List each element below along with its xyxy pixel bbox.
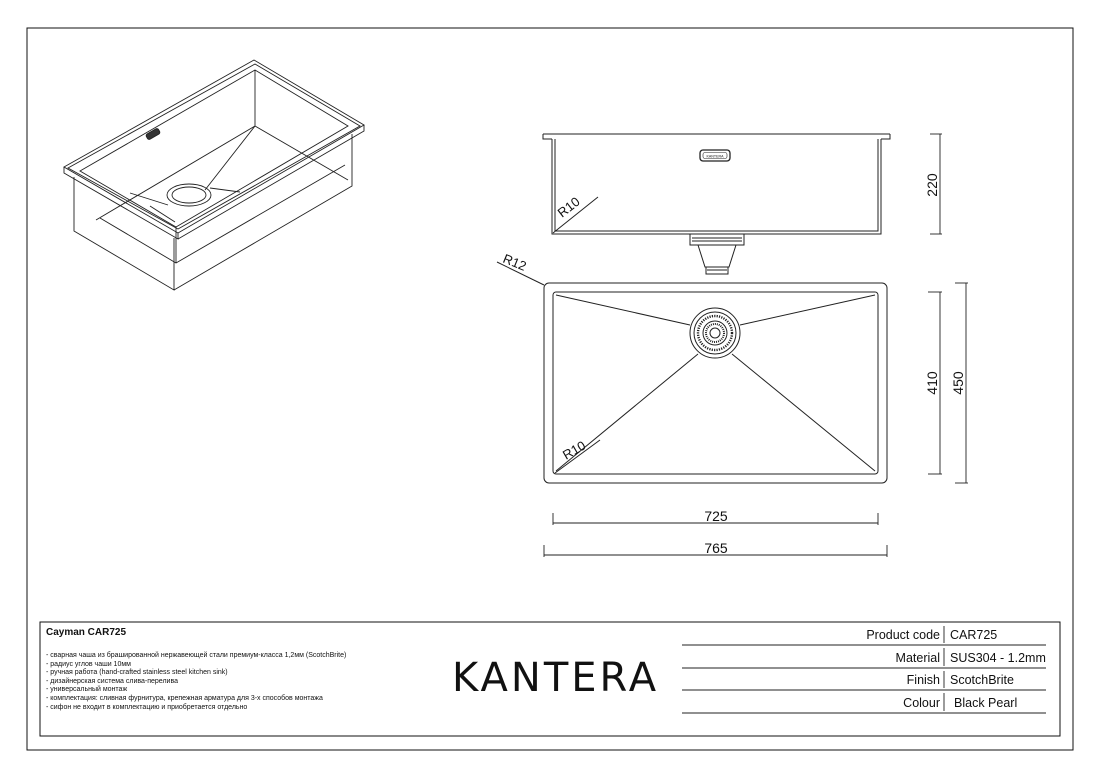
description-line: - комплектация: сливная фурнитура, крепежная арматура для 3-х способов монтажа — [46, 694, 323, 702]
spec-value-material: SUS304 - 1.2mm — [950, 651, 1046, 665]
spec-label-finish: Finish — [906, 673, 940, 687]
description-line: - универсальный монтаж — [46, 686, 128, 694]
product-description-list — [46, 652, 346, 712]
spec-label-product-code: Product code — [866, 628, 940, 642]
radius-label-outer: R12 — [500, 250, 529, 274]
sink-side-view — [543, 134, 890, 274]
description-line: - дизайнерская система слива-перелива — [46, 677, 178, 685]
spec-label-colour: Colour — [903, 696, 940, 710]
spec-label-material: Material — [895, 651, 940, 665]
description-line: - радиус углов чаши 10мм — [46, 660, 131, 668]
description-line: - ручная работа (hand-crafted stainless steel kitchen sink) — [46, 669, 228, 677]
dimension-725-label: 725 — [704, 508, 728, 524]
brand-logo: KANTERA — [452, 655, 660, 701]
dimension-410-label: 410 — [924, 371, 940, 395]
description-line: - сварная чаша из брашированной нержавеющей стали премиум-класса 1,2мм (ScotchBrite) — [46, 652, 347, 659]
spec-value-product-code: CAR725 — [950, 628, 998, 642]
spec-value-finish: ScotchBrite — [950, 673, 1014, 687]
sink-isometric-view — [64, 60, 364, 290]
drain-badge-label: KANTERA — [706, 154, 724, 159]
dimension-220-label: 220 — [924, 173, 940, 197]
description-line: - сифон не входит в комплектацию и приобретается отдельно — [46, 703, 248, 711]
dimension-450-label: 450 — [950, 371, 966, 395]
radius-label-inner: R10 — [560, 437, 589, 463]
sink-top-view — [497, 262, 887, 483]
dimension-765-label: 765 — [704, 540, 728, 556]
product-title: Cayman CAR725 — [46, 627, 127, 638]
spec-value-colour: Black Pearl — [954, 696, 1018, 710]
radius-label-side: R10 — [554, 193, 583, 221]
